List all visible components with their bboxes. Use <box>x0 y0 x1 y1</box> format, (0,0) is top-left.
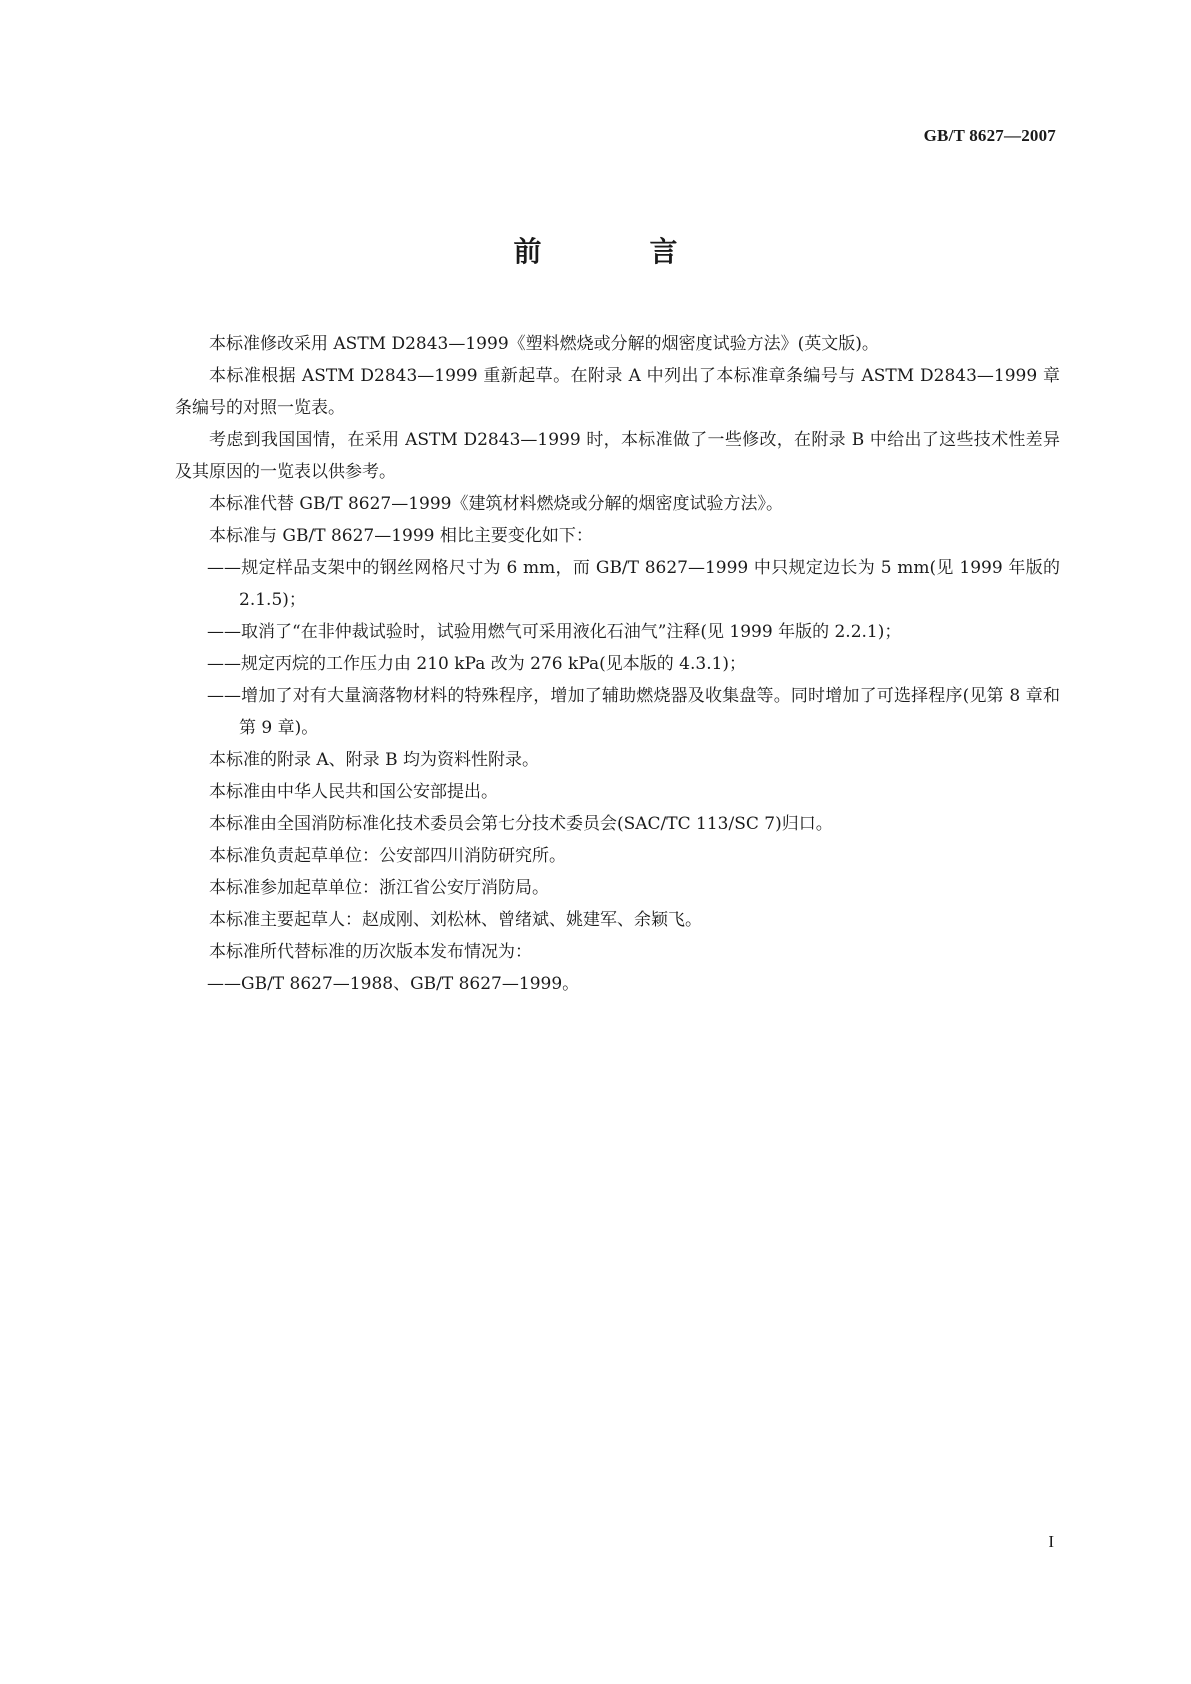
foreword-body <box>175 328 1060 1000</box>
paragraph: 本标准根据 ASTM D2843—1999 重新起草。在附录 A 中列出了本标准章条编号与 ASTM D2843—1999 章条编号的对照一览表。 <box>175 366 1060 418</box>
paragraph: 考虑到我国国情，在采用 ASTM D2843—1999 时，本标准做了一些修改，在附录 B 中给出了这些技术性差异及其原因的一览表以供参考。 <box>175 430 1060 482</box>
page-title: 前 言 <box>513 235 718 268</box>
change-list-item: ——规定样品支架中的钢丝网格尺寸为 6 mm，而 GB/T 8627—1999 中只规定边长为 5 mm(见 1999 年版的 2.1.5)； <box>207 558 1060 610</box>
paragraph: 本标准代替 GB/T 8627—1999《建筑材料燃烧或分解的烟密度试验方法》。 <box>209 494 783 514</box>
change-list-item: ——取消了“在非仲裁试验时，试验用燃气可采用液化石油气”注释(见 1999 年版的 2.2.1)； <box>207 622 902 642</box>
paragraph: 本标准的附录 A、附录 B 均为资料性附录。 <box>209 750 539 770</box>
standard-number: GB/T 8627—2007 <box>923 126 1056 145</box>
paragraph: 本标准由全国消防标准化技术委员会第七分技术委员会(SAC/TC 113/SC 7)归口。 <box>209 814 833 834</box>
paragraph: 本标准负责起草单位：公安部四川消防研究所。 <box>209 846 566 866</box>
page-number: I <box>1048 1532 1054 1551</box>
paragraph: 本标准主要起草人：赵成刚、刘松林、曾绪斌、姚建军、余颖飞。 <box>209 910 702 930</box>
paragraph: 本标准由中华人民共和国公安部提出。 <box>209 782 498 802</box>
change-list-item: ——增加了对有大量滴落物材料的特殊程序，增加了辅助燃烧器及收集盘等。同时增加了可选择程序(见第 8 章和第 9 章)。 <box>207 686 1060 738</box>
version-history-item: ——GB/T 8627—1988、GB/T 8627—1999。 <box>207 974 580 994</box>
paragraph: 本标准与 GB/T 8627—1999 相比主要变化如下： <box>209 526 593 546</box>
change-list-item: ——规定丙烷的工作压力由 210 kPa 改为 276 kPa(见本版的 4.3.1)； <box>207 654 747 674</box>
paragraph: 本标准修改采用 ASTM D2843—1999《塑料燃烧或分解的烟密度试验方法》(英文版)。 <box>209 334 879 354</box>
paragraph: 本标准所代替标准的历次版本发布情况为： <box>209 942 532 962</box>
paragraph: 本标准参加起草单位：浙江省公安厅消防局。 <box>209 878 549 898</box>
